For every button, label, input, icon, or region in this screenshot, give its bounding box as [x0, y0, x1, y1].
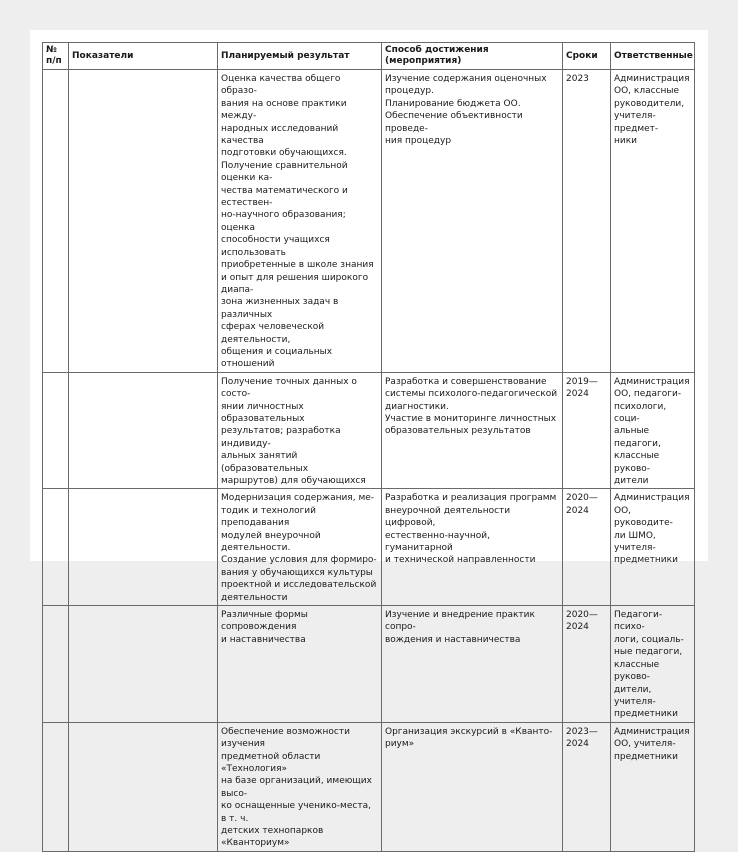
- cell-terms: 2023— 2024: [563, 722, 611, 851]
- document-page: [30, 30, 708, 849]
- cell-method: Разработка и совершенствование системы психолого-педагогической диагностики. Участие в мониторинге личностных образовательных результатов: [382, 372, 563, 489]
- cell-num: [43, 70, 69, 373]
- cell-method: Изучение содержания оценочных процедур. Планирование бюджета ОО. Обеспечение объективности проведе- ния процедур: [382, 70, 563, 373]
- cell-indicators: [69, 722, 218, 851]
- cell-result: Оценка качества общего образо- вания на основе практики между- народных исследований качества подготовки обучающихся. Получение сравнительной оценки ка- чества математического и естествен- но-научного образования; оценка способности учащихся использовать приобретенные в школе знания и опыт для решения широкого диапа- зона жизненных задач в различных сферах человеческой деятельности, общения и социальных отношений: [218, 70, 382, 373]
- table-row: [43, 372, 695, 489]
- cell-responsible: Администрация ОО, классные руководители, учителя-предмет- ники: [611, 70, 695, 373]
- header-terms: Сроки: [563, 43, 611, 70]
- cell-terms: 2020— 2024: [563, 489, 611, 606]
- header-result: Планируемый результат: [218, 43, 382, 70]
- cell-terms: 2023: [563, 70, 611, 373]
- cell-result: Обеспечение возможности изучения предметной области «Технология» на базе организаций, имеющих высо- ко оснащенные ученико-места, в т. ч. детских технопарков «Кванториум»: [218, 722, 382, 851]
- cell-num: [43, 606, 69, 723]
- cell-indicators: [69, 70, 218, 373]
- header-indicators: Показатели: [69, 43, 218, 70]
- table-row: [43, 489, 695, 606]
- cell-responsible: Администрация ОО, педагоги- психологи, соци- альные педагоги, классные руково- дители: [611, 372, 695, 489]
- cell-indicators: [69, 489, 218, 606]
- header-method: Способ достижения (мероприятия): [382, 43, 563, 70]
- cell-responsible: Администрация ОО, учителя- предметники: [611, 722, 695, 851]
- header-responsible: Ответственные: [611, 43, 695, 70]
- cell-result: Различные формы сопровождения и наставничества: [218, 606, 382, 723]
- cell-terms: 2019— 2024: [563, 372, 611, 489]
- cell-num: [43, 372, 69, 489]
- header-num: № п/п: [43, 43, 69, 70]
- table-row: [43, 722, 695, 851]
- plan-table: [42, 42, 695, 852]
- cell-num: [43, 489, 69, 606]
- cell-method: Организация экскурсий в «Кванто- риум»: [382, 722, 563, 851]
- cell-responsible: Педагоги-психо- логи, социаль- ные педагоги, классные руково- дители, учителя- предметники: [611, 606, 695, 723]
- cell-terms: 2020— 2024: [563, 606, 611, 723]
- cell-method: Разработка и реализация программ внеурочной деятельности цифровой, естественно-научной, гуманитарной и технической направленности: [382, 489, 563, 606]
- table-row: [43, 606, 695, 723]
- cell-indicators: [69, 606, 218, 723]
- cell-indicators: [69, 372, 218, 489]
- table-row: [43, 70, 695, 373]
- cell-num: [43, 722, 69, 851]
- cell-result: Модернизация содержания, ме- тодик и технологий преподавания модулей внеурочной деятельности. Создание условия для формиро- вания у обучающихся культуры проектной и исследовательской деятельности: [218, 489, 382, 606]
- table-header-row: [43, 43, 695, 70]
- cell-method: Изучение и внедрение практик сопро- вождения и наставничества: [382, 606, 563, 723]
- cell-responsible: Администрация ОО, руководите- ли ШМО, учителя- предметники: [611, 489, 695, 606]
- cell-result: Получение точных данных о состо- янии личностных образовательных результатов; разработка индивиду- альных занятий (образовательных маршрутов) для обучающихся: [218, 372, 382, 489]
